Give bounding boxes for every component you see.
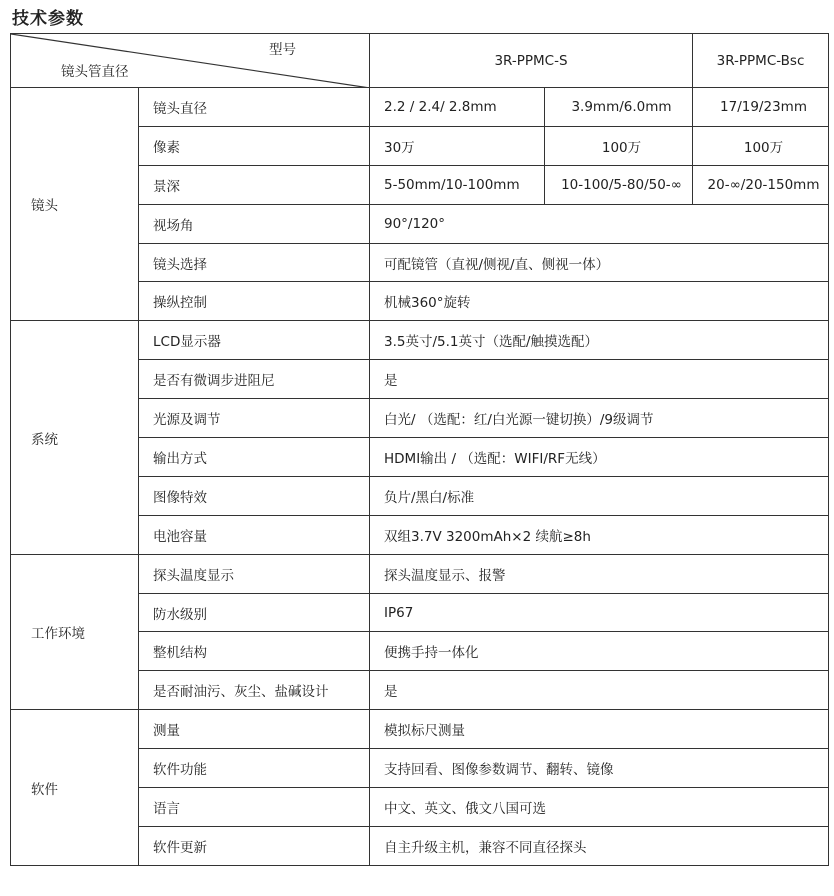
group-label: 镜头	[11, 88, 139, 321]
header-row	[11, 34, 829, 88]
table-row	[11, 88, 829, 127]
param-value: 17/19/23mm	[693, 88, 829, 127]
param-label: 输出方式	[139, 438, 370, 477]
param-value: 中文、英文、俄文八国可选	[370, 788, 829, 827]
param-label: 视场角	[139, 204, 370, 243]
param-value: 是	[370, 360, 829, 399]
param-value: IP67	[370, 593, 829, 632]
param-label: 防水级别	[139, 593, 370, 632]
param-value: 2.2 / 2.4/ 2.8mm	[370, 88, 545, 127]
param-value: 100万	[693, 126, 829, 165]
param-value: HDMI输出 / （选配：WIFI/RF无线）	[370, 438, 829, 477]
param-label: 镜头直径	[139, 88, 370, 127]
group-label: 工作环境	[11, 554, 139, 710]
param-value: 3.5英寸/5.1英寸（选配/触摸选配）	[370, 321, 829, 360]
param-value: 20-∞/20-150mm	[693, 165, 829, 204]
param-label: 景深	[139, 165, 370, 204]
spec-table	[10, 33, 829, 866]
param-value: 5-50mm/10-100mm	[370, 165, 545, 204]
group-label: 软件	[11, 710, 139, 866]
table-row	[11, 321, 829, 360]
param-label: 是否耐油污、灰尘、盐碱设计	[139, 671, 370, 710]
param-value: 双组3.7V 3200mAh×2 续航≥8h	[370, 515, 829, 554]
param-label: 像素	[139, 126, 370, 165]
param-value: 白光/ （选配：红/白光源一键切换）/9级调节	[370, 399, 829, 438]
param-value: 负片/黑白/标准	[370, 476, 829, 515]
param-label: 软件功能	[139, 749, 370, 788]
param-label: 语言	[139, 788, 370, 827]
param-label: 光源及调节	[139, 399, 370, 438]
param-value: 3.9mm/6.0mm	[545, 88, 693, 127]
param-value: 模拟标尺测量	[370, 710, 829, 749]
param-label: LCD显示器	[139, 321, 370, 360]
diameter-label: 镜头管直径	[61, 64, 129, 80]
group-label: 系统	[11, 321, 139, 554]
param-label: 探头温度显示	[139, 554, 370, 593]
param-value: 是	[370, 671, 829, 710]
param-label: 测量	[139, 710, 370, 749]
param-value: 90°/120°	[370, 204, 829, 243]
model-label: 型号	[269, 42, 296, 58]
param-label: 图像特效	[139, 476, 370, 515]
param-value: 100万	[545, 126, 693, 165]
page-title: 技术参数	[12, 9, 84, 29]
diagonal-header-cell	[11, 34, 370, 88]
param-label: 软件更新	[139, 826, 370, 865]
param-value: 可配镜管（直视/侧视/直、侧视一体）	[370, 243, 829, 282]
param-label: 电池容量	[139, 515, 370, 554]
model-bsc-header: 3R-PPMC-Bsc	[693, 34, 829, 88]
param-label: 镜头选择	[139, 243, 370, 282]
param-value: 探头温度显示、报警	[370, 554, 829, 593]
param-label: 是否有微调步进阻尼	[139, 360, 370, 399]
param-value: 支持回看、图像参数调节、翻转、镜像	[370, 749, 829, 788]
table-row	[11, 554, 829, 593]
param-value: 10-100/5-80/50-∞	[545, 165, 693, 204]
model-s-header: 3R-PPMC-S	[370, 34, 693, 88]
param-label: 整机结构	[139, 632, 370, 671]
param-label: 操纵控制	[139, 282, 370, 321]
param-value: 30万	[370, 126, 545, 165]
table-row	[11, 710, 829, 749]
param-value: 机械360°旋转	[370, 282, 829, 321]
param-value: 便携手持一体化	[370, 632, 829, 671]
param-value: 自主升级主机，兼容不同直径探头	[370, 826, 829, 865]
